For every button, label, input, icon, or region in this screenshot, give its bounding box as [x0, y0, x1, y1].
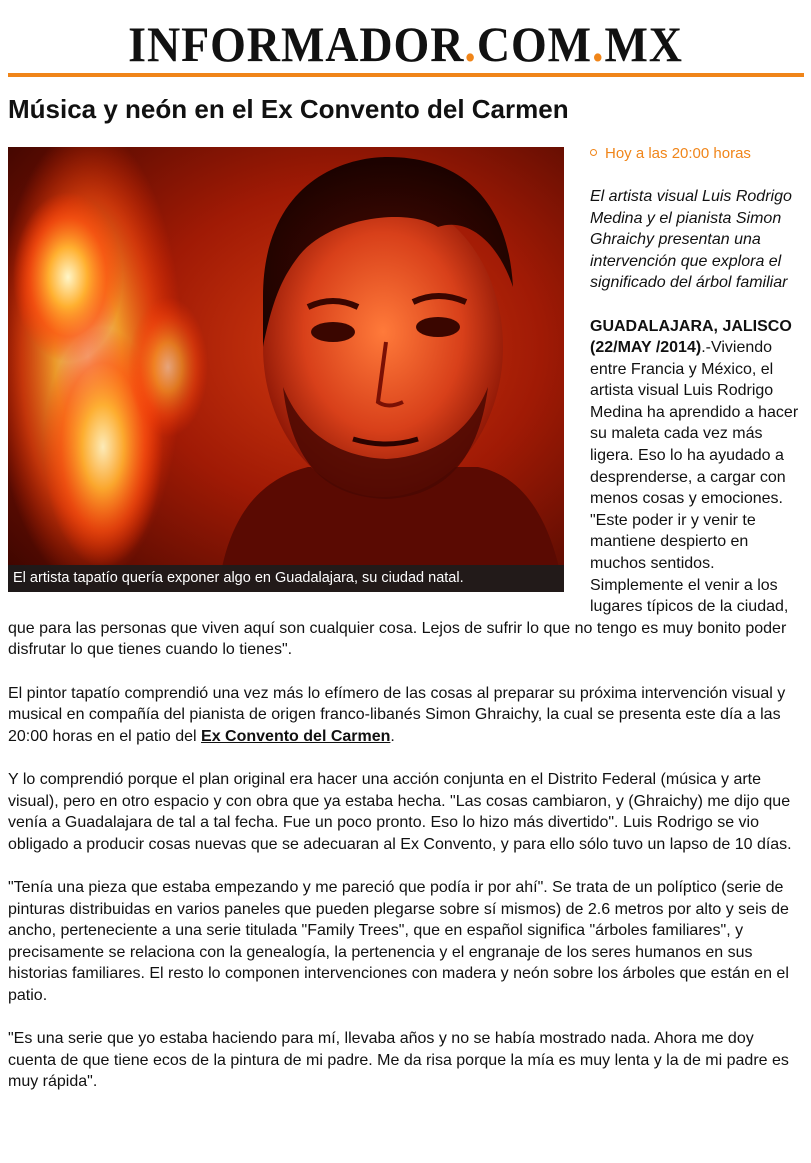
paragraph-4: "Tenía una pieza que estaba empezando y me pareció que podía ir por ahí". Se trata de un políptico (serie de pinturas distribuidas en varios paneles que pueden plegarse sobre sí mismos) de 2.6 metros por alto y seis de ancho, perteneciente a una serie titulada "Family Trees", que en español significa "árboles familiares", y precisamente se relaciona con la genealogía, la pertenencia y el engranaje de los seres humanos en sus historias familiares. El resto lo componen intervenciones con madera y neón sobre los árboles que están en el patio.	[8, 878, 789, 1004]
logo-text-informador: INFORMADOR	[128, 16, 465, 72]
clock-icon	[590, 149, 597, 156]
header-divider	[8, 73, 804, 77]
publish-time-text: Hoy a las 20:00 horas	[605, 145, 751, 162]
logo-text-mx: MX	[604, 16, 683, 72]
logo-dot: .	[464, 16, 477, 72]
logo-dot: .	[591, 16, 605, 72]
paragraph-3: Y lo comprendió porque el plan original era hacer una acción conjunta en el Distrito Federal (música y arte visual), pero en otro espacio y con obra que ya estaba hecha. "Las cosas cambiaron, y (Ghraichy) me dijo que venía a Guadalajara de tal a tal fecha. Fue un poco pronto. Eso lo hizo más divertido". Luis Rodrigo se vio obligado a producir cosas nuevas que se adecuaran al Ex Convento, y para ello sólo tuvo un lapso de 10 días.	[8, 770, 792, 853]
article-photo[interactable]	[8, 147, 564, 592]
paragraph-1-text: .-Viviendo entre Francia y México, el artista visual Luis Rodrigo Medina ha aprendido a hacer su maleta cada vez más ligera. Eso lo ha ayudado a desprenderse, a cargar con menos cosas y emociones. "Este poder ir y venir te mantiene despierto en muchos sentidos. Simplemente el venir a los lugares típicos de la ciudad, que para las personas que viven aquí son cualquier cosa. Lejos de sufrir lo que no tengo es muy bonito poder disfrutar lo que tienes cuando lo tienes".	[8, 339, 799, 659]
paragraph-5: "Es una serie que yo estaba haciendo para mí, llevaba años y no se había mostrado nada. Ahora me doy cuenta de que tiene ecos de la pintura de mi padre. Me da risa porque la mía es muy lenta y la de mi padre es muy rápida".	[8, 1030, 789, 1091]
article-body	[8, 144, 804, 1114]
venue-link[interactable]: Ex Convento del Carmen	[201, 727, 391, 745]
article-headline: Música y neón en el Ex Convento del Carmen	[8, 94, 569, 124]
site-logo[interactable]	[128, 14, 683, 74]
site-header	[0, 14, 811, 74]
dateline: GUADALAJARA, JALISCO (22/MAY /2014)	[590, 317, 792, 357]
photo-caption: El artista tapatío quería exponer algo en Guadalajara, su ciudad natal.	[8, 565, 564, 592]
paragraph-2-end: .	[390, 727, 395, 745]
photo-image	[8, 147, 564, 592]
article-summary: El artista visual Luis Rodrigo Medina y el pianista Simon Ghraichy presentan una intervención que explora el significado del árbol familiar	[590, 188, 792, 291]
paragraph-2-text: El pintor tapatío comprendió una vez más lo efímero de las cosas al preparar su próxima intervención visual y musical en compañía del pianista de origen franco-libanés Simon Ghraichy, la cual se presenta este día a las 20:00 horas en el patio del	[8, 684, 786, 745]
paragraph-2	[8, 683, 804, 748]
logo-text-com: COM	[476, 16, 592, 72]
